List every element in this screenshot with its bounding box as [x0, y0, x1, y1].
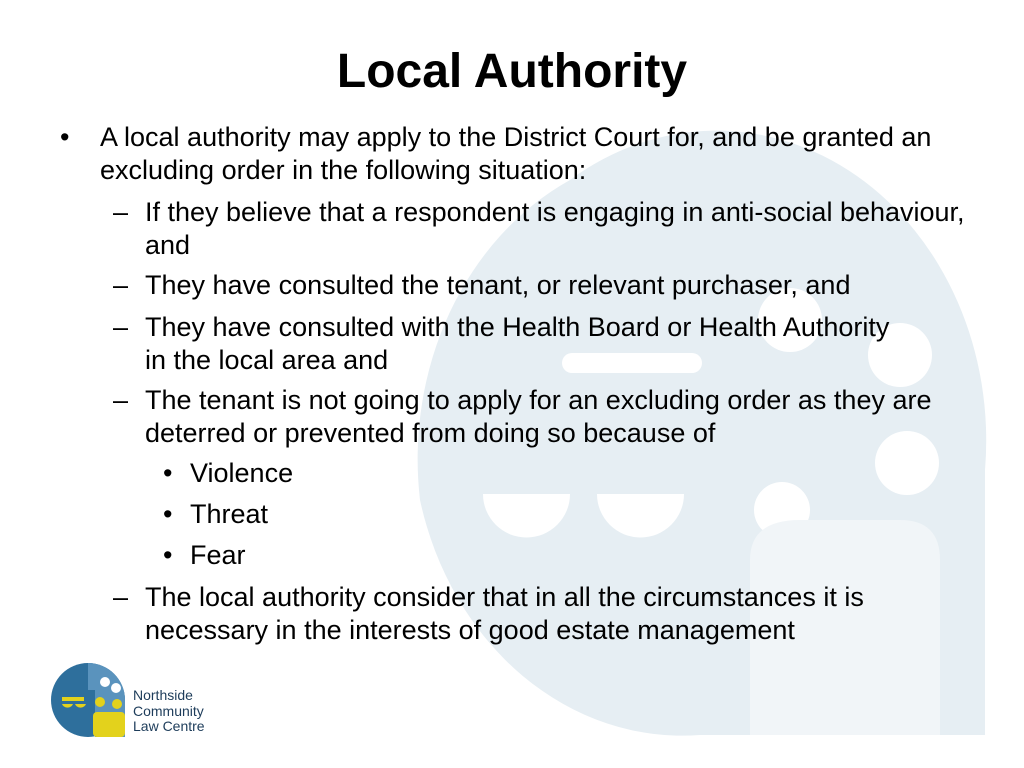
dash-marker: – — [113, 270, 129, 300]
reason-item: Fear — [190, 540, 246, 570]
bullet-marker: • — [60, 122, 70, 152]
condition-item: The tenant is not going to apply for an excluding order as they are deterred or prevented from doing so because of — [145, 385, 932, 448]
dash-marker: – — [113, 385, 129, 415]
slide-title: Local Authority — [336, 45, 688, 98]
sub-bullet-marker: • — [163, 499, 173, 529]
logo-line: Community — [133, 702, 204, 719]
dash-marker: – — [113, 312, 129, 342]
condition-item: The local authority consider that in all the circumstances it is necessary in the interests of good estate management — [145, 582, 864, 645]
condition-item: They have consulted the tenant, or relevant purchaser, and — [145, 270, 851, 300]
dash-marker: – — [113, 197, 129, 227]
reason-item: Violence — [190, 458, 294, 488]
sub-bullet-marker: • — [163, 540, 173, 570]
reason-item: Threat — [190, 499, 269, 529]
logo-line: Northside — [133, 687, 193, 703]
dash-marker: – — [113, 582, 129, 612]
logo-text — [133, 688, 205, 735]
condition-item: They have consulted with the Health Board or Health Authority in the local area and — [145, 312, 890, 375]
intro-text: A local authority may apply to the District Court for, and be granted an excluding order in the following situation: — [100, 122, 932, 185]
sub-bullet-marker: • — [163, 458, 173, 488]
condition-item: If they believe that a respondent is engaging in anti-social behaviour, and — [145, 197, 965, 260]
logo-line: Law Centre — [133, 718, 205, 734]
